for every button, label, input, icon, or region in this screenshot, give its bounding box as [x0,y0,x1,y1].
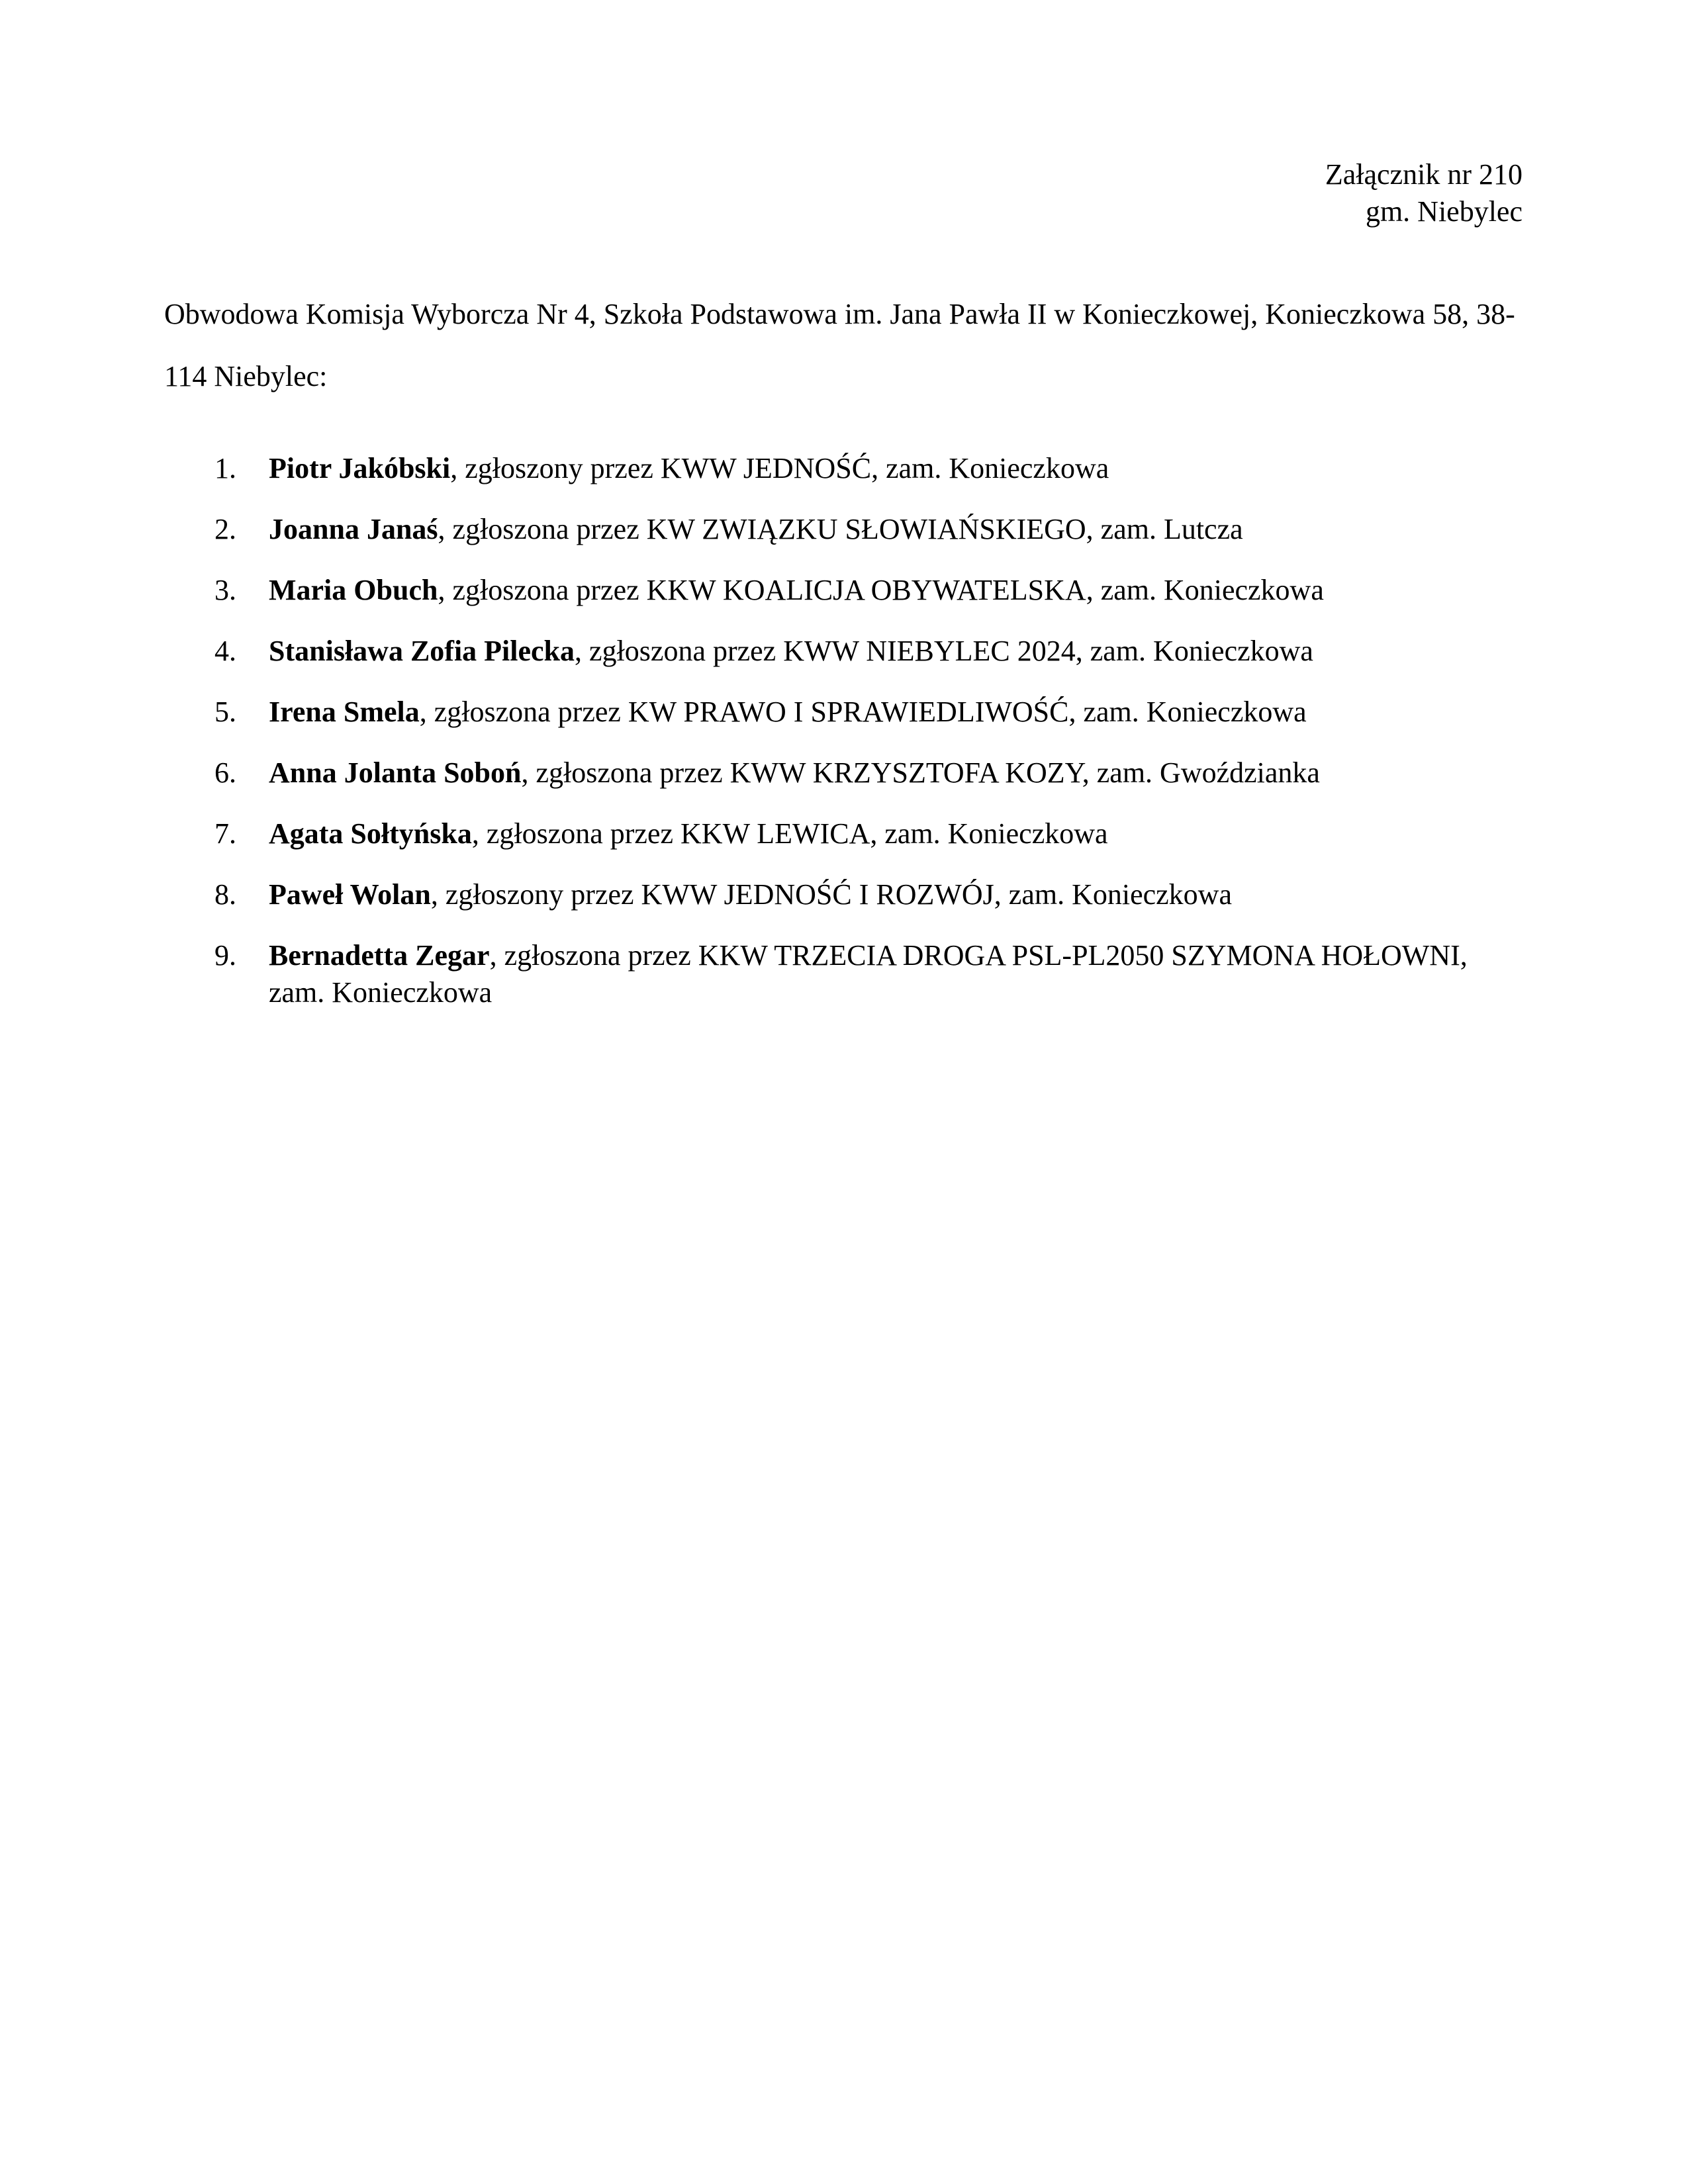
member-name: Irena Smela [269,696,420,728]
list-item [164,572,1523,609]
item-number: 3. [214,574,236,606]
municipality-name: gm. Niebylec [1365,195,1523,228]
member-details: , zgłoszona przez KWW KRZYSZTOFA KOZY, zam. Gwoździanka [521,756,1320,789]
list-item [164,876,1523,913]
member-name: Bernadetta Zegar [269,939,490,972]
member-details: , zgłoszona przez KKW KOALICJA OBYWATELSKA, zam. Konieczkowa [438,574,1324,606]
member-name: Piotr Jakóbski [269,452,451,484]
member-details: , zgłoszona przez KKW LEWICA, zam. Konieczkowa [471,817,1108,850]
list-item [164,694,1523,731]
member-details: , zgłoszona przez KW PRAWO I SPRAWIEDLIWOŚĆ, zam. Konieczkowa [419,696,1307,728]
list-item [164,511,1523,548]
members-list [164,450,1523,1035]
item-number: 7. [214,817,236,850]
member-details: , zgłoszony przez KWW JEDNOŚĆ, zam. Konieczkowa [450,452,1109,484]
attachment-header [1325,156,1523,230]
member-name: Anna Jolanta Soboń [269,756,522,789]
member-name: Stanisława Zofia Pilecka [269,635,575,667]
item-number: 6. [214,756,236,789]
list-item [164,937,1523,1011]
attachment-number: Załącznik nr 210 [1325,158,1523,191]
item-number: 4. [214,635,236,667]
member-details: , zgłoszona przez KWW NIEBYLEC 2024, zam. Konieczkowa [575,635,1313,667]
item-number: 9. [214,939,236,972]
member-name: Agata Sołtyńska [269,817,472,850]
member-details: , zgłoszona przez KW ZWIĄZKU SŁOWIAŃSKIEGO, zam. Lutcza [438,513,1243,545]
member-name: Maria Obuch [269,574,438,606]
item-number: 2. [214,513,236,545]
list-item [164,633,1523,670]
member-details: , zgłoszony przez KWW JEDNOŚĆ I ROZWÓJ, zam. Konieczkowa [430,878,1232,911]
item-number: 1. [214,452,236,484]
member-name: Joanna Janaś [269,513,438,545]
member-details: , zgłoszona przez KKW TRZECIA DROGA PSL-PL2050 SZYMONA HOŁOWNI, zam. Konieczkowa [269,939,1468,1009]
item-number: 8. [214,878,236,911]
list-item [164,450,1523,487]
list-item [164,815,1523,852]
item-number: 5. [214,696,236,728]
list-item [164,754,1523,792]
member-name: Paweł Wolan [269,878,431,911]
commission-description: Obwodowa Komisja Wyborcza Nr 4, Szkoła Podstawowa im. Jana Pawła II w Konieczkowej, Konieczkowa 58, 38-114 Niebylec: [164,298,1515,392]
